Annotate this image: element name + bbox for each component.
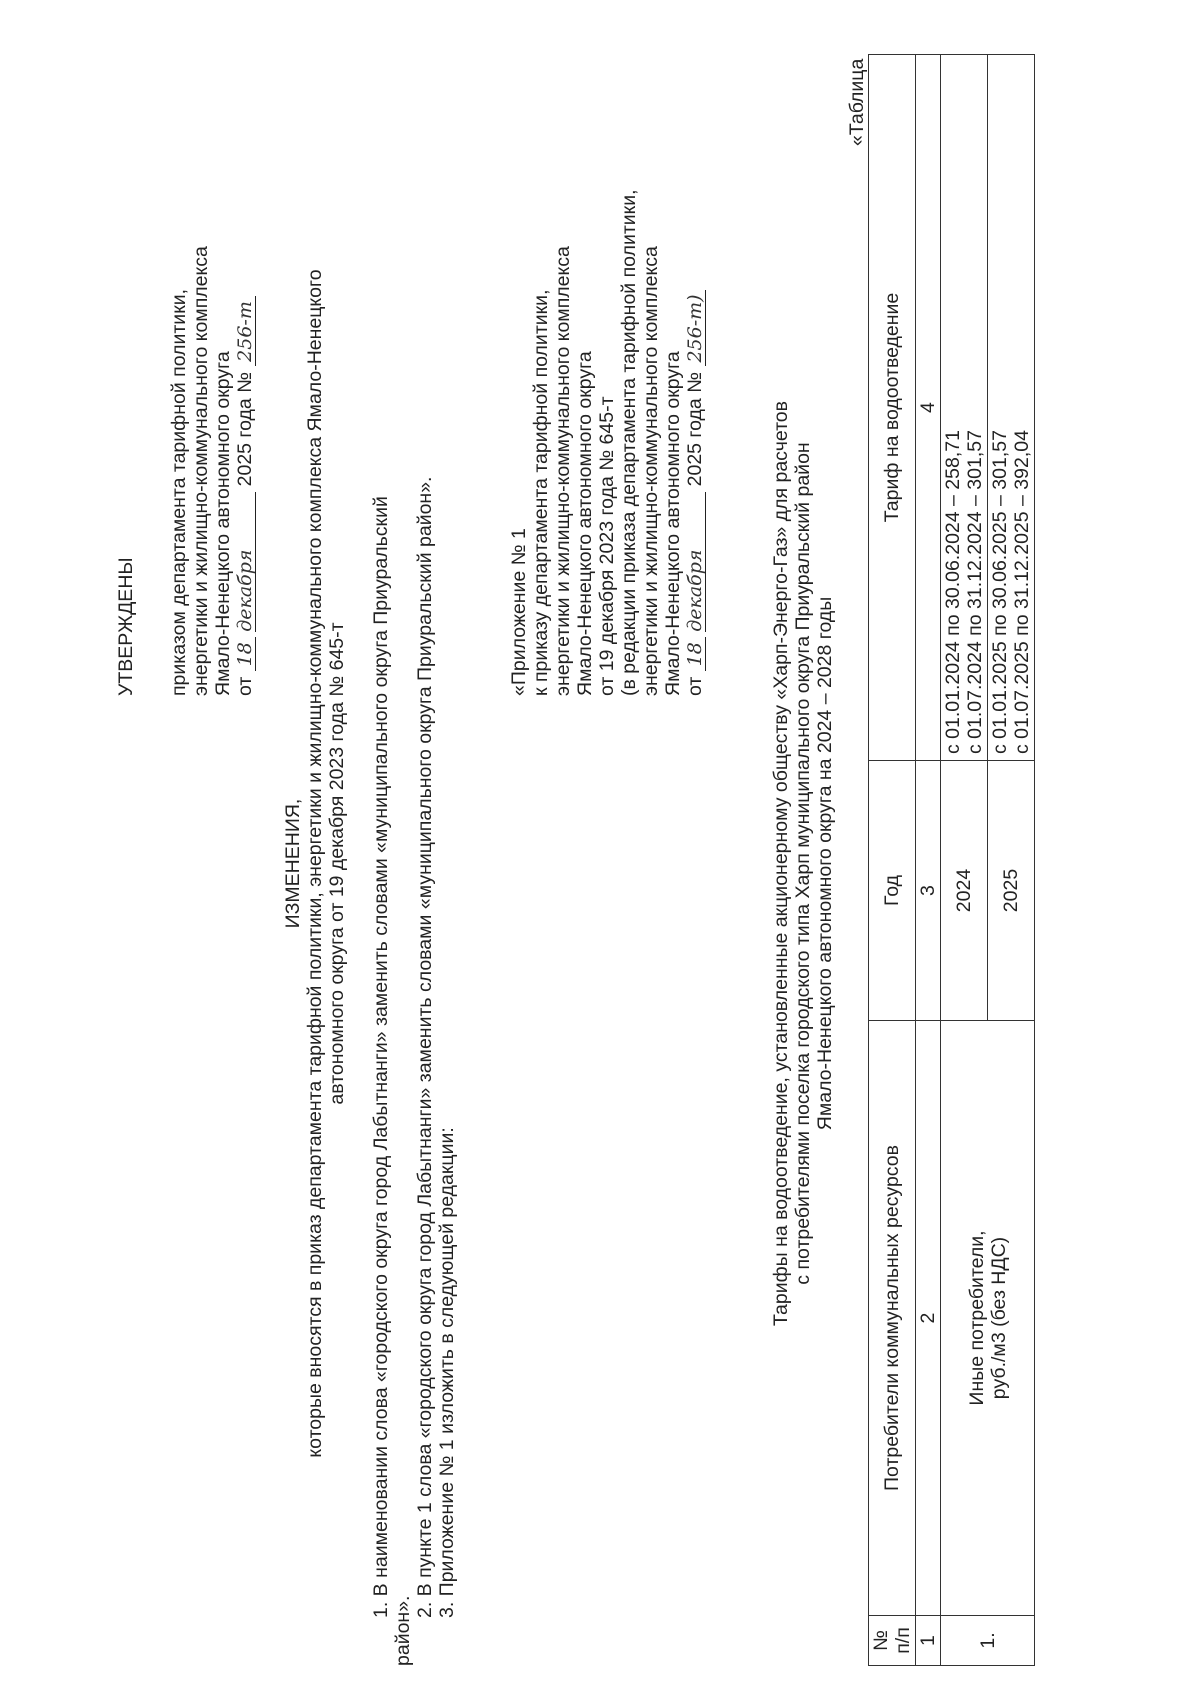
- appendix-line: энергетики и жилищно-коммунального комплекса: [640, 246, 662, 696]
- approval-line: энергетики и жилищно-коммунального комплекса: [190, 246, 212, 696]
- appendix-line: (в редакции приказа департамента тарифной политики,: [618, 189, 640, 696]
- header-consumers: Потребители коммунальных ресурсов: [869, 1021, 916, 1616]
- appendix-line: Ямало-Ненецкого автономного округа: [574, 351, 596, 696]
- approval-date-line: [234, 296, 256, 696]
- date-prefix: от: [234, 676, 256, 696]
- header-tariff: Тариф на водоотведение: [869, 55, 916, 761]
- date-prefix: от: [684, 676, 706, 696]
- appendix-line: к приказу департамента тарифной политики,: [530, 289, 552, 696]
- colnum: 4: [916, 55, 941, 761]
- changes-item-1: 1. В наименовании слова «городского округа город Лабытнанги» заменить словами «муниципального округа Приуральский: [370, 496, 392, 1618]
- appendix-date-line: [684, 290, 706, 696]
- approval-line: приказом департамента тарифной политики,: [168, 288, 190, 696]
- header-number: № п/п: [869, 1616, 916, 1666]
- year-text: 2025 года №: [684, 371, 706, 487]
- approval-title: УТВЕРЖДЕНЫ: [115, 557, 137, 696]
- tariff-title: Ямало-Ненецкого автономного округа на 2024 – 2028 годы: [814, 596, 836, 1131]
- tariff-period: с 01.07.2024 по 31.12.2024 – 301,57: [964, 430, 986, 754]
- colnum: 1: [916, 1616, 941, 1666]
- tariff-title: с потребителями поселка городского типа Харп муниципального округа Приуральский район: [792, 442, 814, 1285]
- appendix-line: «Приложение № 1: [508, 528, 530, 696]
- handwritten-day: 18: [234, 637, 256, 671]
- changes-item-2: 2. В пункте 1 слова «городского округа город Лабытнанги» заменить словами «муниципального округа Приуральский район».: [414, 476, 436, 1618]
- table-header-row: [869, 55, 916, 1666]
- appendix-line: Ямало-Ненецкого автономного округа: [662, 351, 684, 696]
- changes-subtitle: автономного округа от 19 декабря 2023 года № 645-т: [326, 622, 348, 1105]
- row-number: 1.: [941, 1616, 1035, 1666]
- row-consumer: [941, 1021, 1035, 1616]
- row-tariff: [941, 55, 988, 761]
- year-text: 2025 года №: [234, 371, 256, 487]
- row-tariff: [988, 55, 1035, 761]
- tariff-table: [868, 54, 1035, 1666]
- consumer-unit: руб./м3 (без НДС): [987, 1236, 1010, 1400]
- changes-item-1-cont: район».: [392, 1595, 414, 1666]
- changes-item-3: 3. Приложение № 1 изложить в следующей редакции:: [436, 1127, 458, 1618]
- consumer-name: Иные потребители,: [965, 1230, 988, 1406]
- appendix-line: от 19 декабря 2023 года № 645-т: [596, 396, 618, 696]
- table-label: «Таблица: [846, 58, 868, 146]
- table-row: [941, 55, 988, 1666]
- handwritten-month: декабря: [684, 492, 706, 632]
- appendix-line: энергетики и жилищно-коммунального комплекса: [552, 246, 574, 696]
- changes-subtitle: которые вносятся в приказ департамента тарифной политики, энергетики и жилищно-коммунального комплекса Ямало-Ненецкого: [304, 269, 326, 1458]
- colnum: 2: [916, 1021, 941, 1616]
- tariff-period: с 01.01.2025 по 30.06.2025 – 301,57: [989, 430, 1011, 754]
- row-year: 2025: [988, 761, 1035, 1021]
- handwritten-month: декабря: [234, 492, 256, 632]
- handwritten-day: 18: [684, 637, 706, 671]
- handwritten-number: 256-т): [684, 290, 706, 366]
- tariff-period: с 01.07.2025 по 31.12.2025 – 392,04: [1011, 430, 1033, 754]
- row-year: 2024: [941, 761, 988, 1021]
- colnum: 3: [916, 761, 941, 1021]
- header-year: Год: [869, 761, 916, 1021]
- tariff-title: Тарифы на водоотведение, установленные акционерному обществу «Харп-Энерго-Газ» для расчетов: [770, 401, 792, 1327]
- changes-title: ИЗМЕНЕНИЯ,: [282, 798, 304, 929]
- handwritten-number: 256-т: [234, 296, 256, 366]
- table-colnum-row: [916, 55, 941, 1666]
- tariff-period: с 01.01.2024 по 30.06.2024 – 258,71: [942, 430, 964, 754]
- approval-line: Ямало-Ненецкого автономного округа: [212, 351, 234, 696]
